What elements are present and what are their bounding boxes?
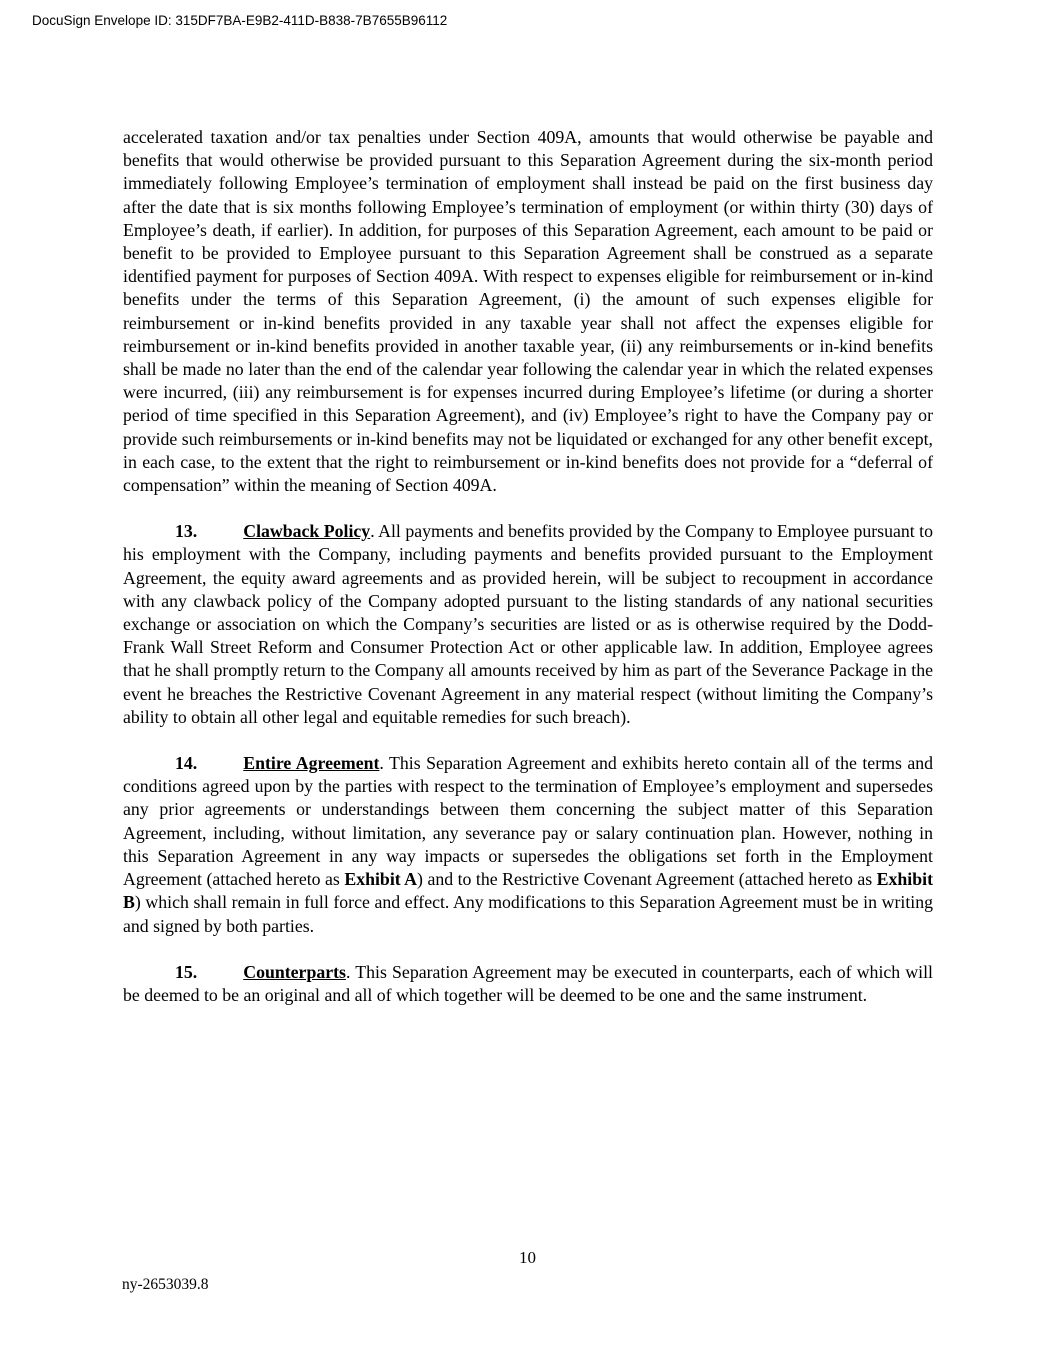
document-body	[123, 126, 933, 1030]
section-number: 15.	[175, 961, 198, 982]
section-heading: Counterparts	[243, 961, 346, 982]
section-number: 14.	[175, 753, 198, 774]
paragraph-clawback-policy	[123, 520, 933, 729]
paragraph-text: accelerated taxation and/or tax penalties under Section 409A, amounts that would otherwise be payable and benefits that would otherwise be provided pursuant to this Separation Agreement during the six-month period immediately following Employee’s termination of employment shall instead be paid on the first business day after the date that is six months following Employee’s termination of employment (or within thirty (30) days of Employee’s death, if earlier). In addition, for purposes of this Separation Agreement, each amount to be paid or benefit to be provided to Employee pursuant to this Separation Agreement shall be construed as a separate identified payment for purposes of Section 409A. With respect to expenses eligible for reimbursement or in-kind benefits under the terms of this Separation Agreement, (i) the amount of such expenses eligible for reimbursement or in-kind benefits provided in any taxable year shall not affect the expenses eligible for reimbursement or in-kind benefits provided in another taxable year, (ii) any reimbursements or in-kind benefits shall be made no later than the end of the calendar year following the calendar year in which the related expenses were incurred, (iii) any reimbursement is for expenses incurred during Employee’s lifetime (or during a shorter period of time specified in this Separation Agreement), and (iv) Employee’s right to have the Company pay or provide such reimbursements or in-kind benefits may not be liquidated or exchanged for any other benefit except, in each case, to the extent that the right to reimbursement or in-kind benefits does not provide for a “deferral of compensation” within the meaning of Section 409A.	[123, 127, 933, 496]
exhibit-a-ref: Exhibit A	[344, 869, 418, 890]
document-reference-number: ny-2653039.8	[122, 1276, 209, 1293]
section-heading: Clawback Policy	[243, 521, 371, 542]
paragraph-text: ) which shall remain in full force and effect. Any modifications to this Separation Agreement must be in writing and signed by both parties.	[123, 892, 933, 936]
page-number: 10	[519, 1248, 536, 1267]
exhibit-b-ref: Exhibit B	[123, 869, 933, 913]
paragraph-409a-continuation	[123, 126, 933, 497]
paragraph-text: . This Separation Agreement may be executed in counterparts, each of which will be deemed to be an original and all of which together will be deemed to be one and the same instrument.	[123, 961, 933, 1005]
section-number: 13.	[175, 521, 198, 542]
paragraph-text: . This Separation Agreement and exhibits hereto contain all of the terms and conditions agreed upon by the parties with respect to the termination of Employee’s employment and supersedes any prior agreements or understandings between them concerning the subject matter of this Separation Agreement, including, without limitation, any severance pay or salary continuation plan. However, nothing in this Separation Agreement in any way impacts or supersedes the obligations set forth in the Employment Agreement (attached hereto as	[123, 753, 934, 890]
paragraph-counterparts	[123, 961, 933, 1007]
paragraph-text: . All payments and benefits provided by the Company to Employee pursuant to his employment with the Company, including payments and benefits provided pursuant to the Employment Agreement, the equity award agreements and as provided herein, will be subject to recoupment in accordance with any clawback policy of the Company adopted pursuant to the listing standards of any national securities exchange or association on which the Company’s securities are listed or as is otherwise required by the Dodd-Frank Wall Street Reform and Consumer Protection Act or other applicable law. In addition, Employee agrees that he shall promptly return to the Company all amounts received by him as part of the Severance Package in the event he breaches the Restrictive Covenant Agreement in any material respect (without limiting the Company’s ability to obtain all other legal and equitable remedies for such breach).	[123, 521, 933, 727]
paragraph-text: ) and to the Restrictive Covenant Agreement (attached hereto as	[417, 869, 877, 890]
section-heading: Entire Agreement	[243, 753, 380, 774]
docusign-envelope-id: DocuSign Envelope ID: 315DF7BA-E9B2-411D-B838-7B7655B96112	[32, 13, 448, 28]
paragraph-entire-agreement	[123, 752, 933, 938]
